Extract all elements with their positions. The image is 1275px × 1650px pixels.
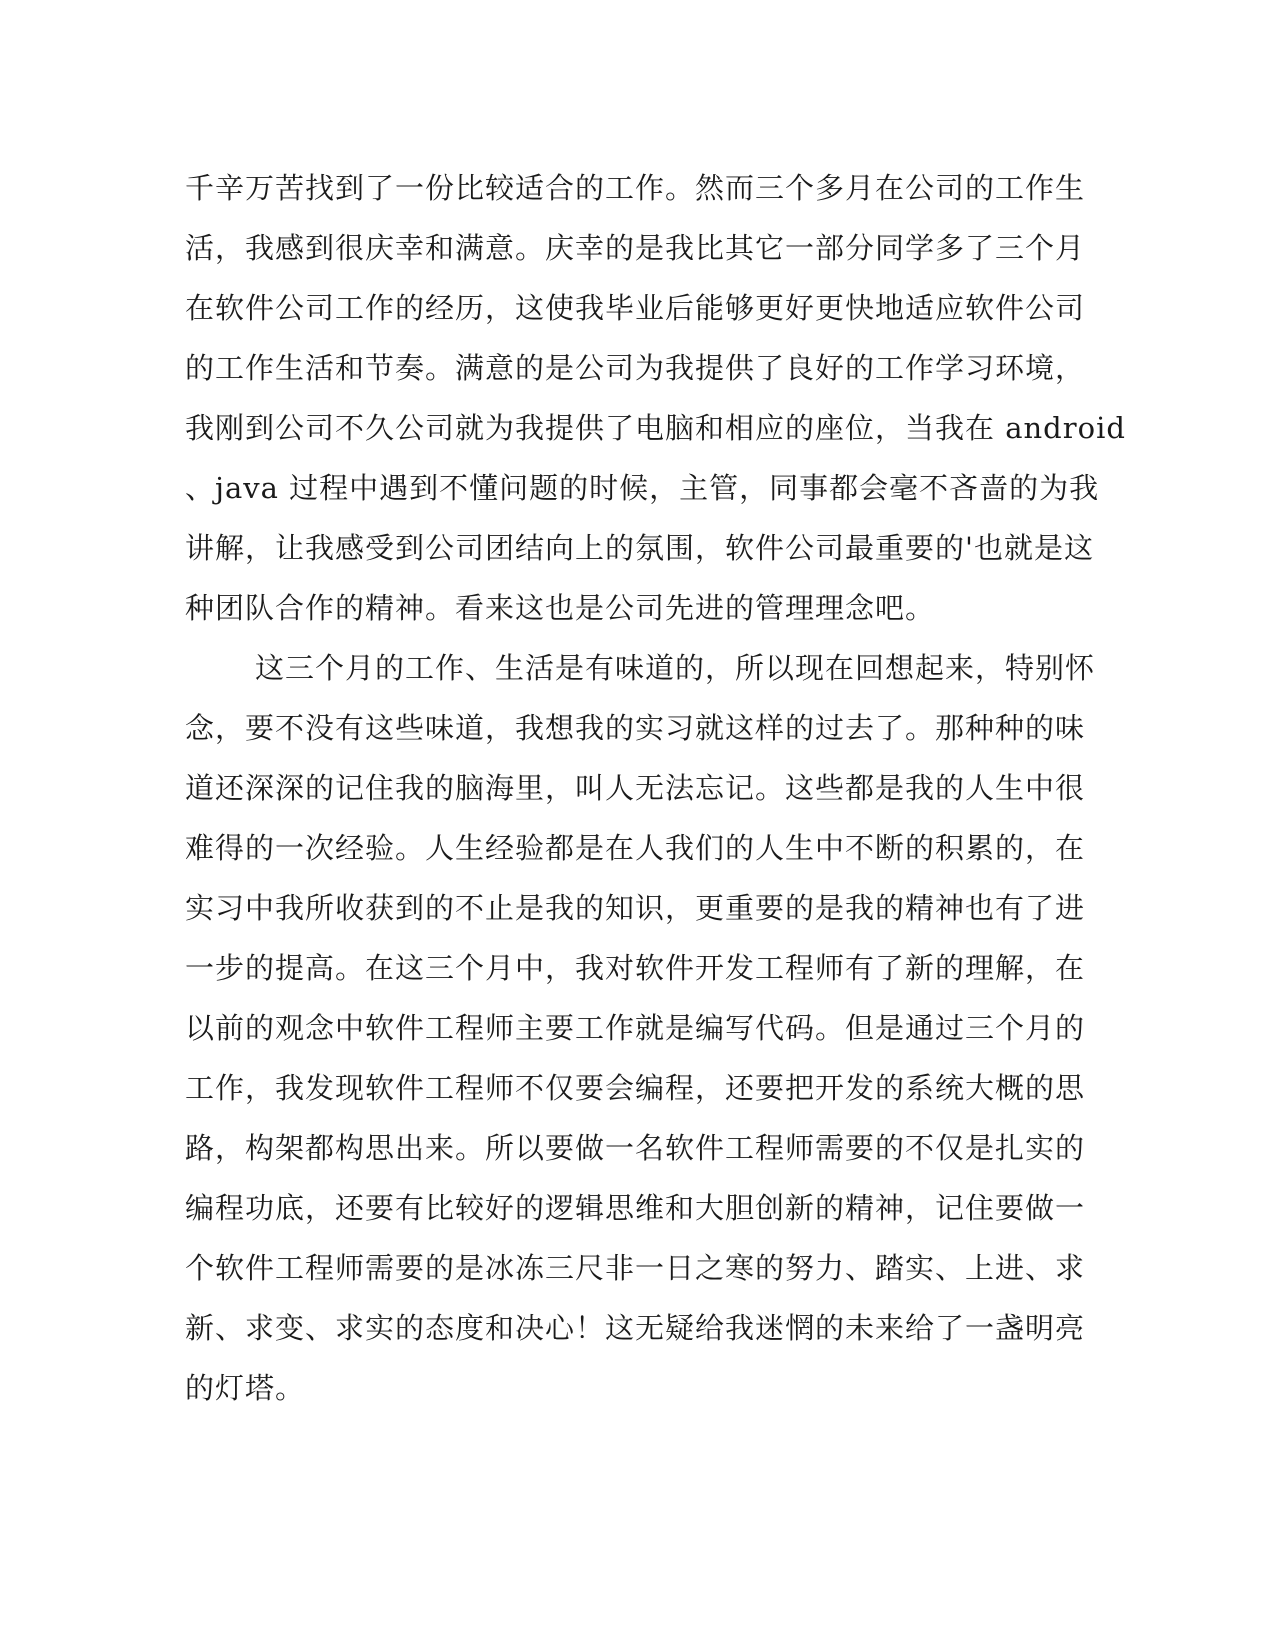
text-line: 我刚到公司不久公司就为我提供了电脑和相应的座位，当我在 android [185,411,1126,445]
text-line: 这三个月的工作、生活是有味道的，所以现在回想起来，特别怀 [255,651,1096,685]
text-line: 千辛万苦找到了一份比较适合的工作。然而三个多月在公司的工作生 [185,171,1086,205]
text-line: 、java 过程中遇到不懂问题的时候，主管，同事都会毫不吝啬的为我 [185,471,1100,505]
paragraph-2 [185,638,1096,1418]
text-line: 活，我感到很庆幸和满意。庆幸的是我比其它一部分同学多了三个月 [185,231,1086,265]
text-line: 的灯塔。 [185,1371,306,1405]
text-line: 实习中我所收获到的不止是我的知识，更重要的是我的精神也有了进 [185,891,1086,925]
text-line: 编程功底，还要有比较好的逻辑思维和大胆创新的精神，记住要做一 [185,1191,1086,1225]
text-line: 个软件工程师需要的是冰冻三尺非一日之寒的努力、踏实、上进、求 [185,1251,1086,1285]
text-line: 路，构架都构思出来。所以要做一名软件工程师需要的不仅是扎实的 [185,1131,1086,1165]
text-line: 道还深深的记住我的脑海里，叫人无法忘记。这些都是我的人生中很 [185,771,1086,805]
text-line: 种团队合作的精神。看来这也是公司先进的管理理念吧。 [185,591,936,625]
paragraph-1 [185,158,1126,638]
text-line: 讲解，让我感受到公司团结向上的氛围，软件公司最重要的'也就是这 [185,531,1094,565]
text-line: 难得的一次经验。人生经验都是在人我们的人生中不断的积累的，在 [185,831,1086,865]
text-line: 一步的提高。在这三个月中，我对软件开发工程师有了新的理解，在 [185,951,1086,985]
text-line: 念，要不没有这些味道，我想我的实习就这样的过去了。那种种的味 [185,711,1086,745]
text-line: 以前的观念中软件工程师主要工作就是编写代码。但是通过三个月的 [185,1011,1086,1045]
document-body [185,158,1126,1418]
text-line: 在软件公司工作的经历，这使我毕业后能够更好更快地适应软件公司 [185,291,1086,325]
text-line: 新、求变、求实的态度和决心！这无疑给我迷惘的未来给了一盏明亮 [185,1311,1086,1345]
text-line: 工作，我发现软件工程师不仅要会编程，还要把开发的系统大概的思 [185,1071,1086,1105]
text-line: 的工作生活和节奏。满意的是公司为我提供了良好的工作学习环境， [185,351,1086,385]
